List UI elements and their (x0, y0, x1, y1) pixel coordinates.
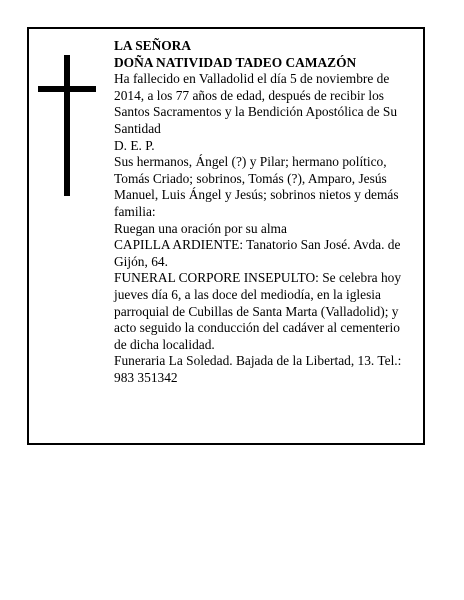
funeral-home-info: Funeraria La Soledad. Bajada de la Libertad, 13. Tel.: 983 351342 (114, 353, 402, 385)
rest-in-peace: D. E. P. (114, 137, 155, 153)
chapel-info: CAPILLA ARDIENTE: Tanatorio San José. Avda. de Gijón, 64. (114, 237, 401, 269)
cross-horizontal-bar (38, 86, 96, 92)
funeral-info: FUNERAL CORPORE INSEPULTO: Se celebra hoy jueves día 6, a las doce del mediodía, en la iglesia parroquial de Cubillas de Santa Marta (Valladolid); y acto seguido la conducción del cadáver al cementerio de dicha localidad. (114, 270, 402, 352)
obituary-text (114, 38, 414, 386)
obituary-heading: LA SEÑORA (114, 38, 192, 53)
cross-vertical-bar (64, 55, 70, 196)
deceased-name: DOÑA NATIVIDAD TADEO CAMAZÓN (114, 54, 357, 70)
death-announcement: Ha fallecido en Valladolid el día 5 de noviembre de 2014, a los 77 años de edad, después de recibir los Santos Sacramentos y la Bendición Apostólica de Su Santidad (114, 71, 398, 136)
prayer-request: Ruegan una oración por su alma (114, 220, 287, 236)
family-list: Sus hermanos, Ángel (?) y Pilar; hermano político, Tomás Criado; sobrinos, Tomás (?), Amparo, Jesús Manuel, Luis Ángel y Jesús; sobrinos nietos y demás familia: (114, 154, 399, 219)
